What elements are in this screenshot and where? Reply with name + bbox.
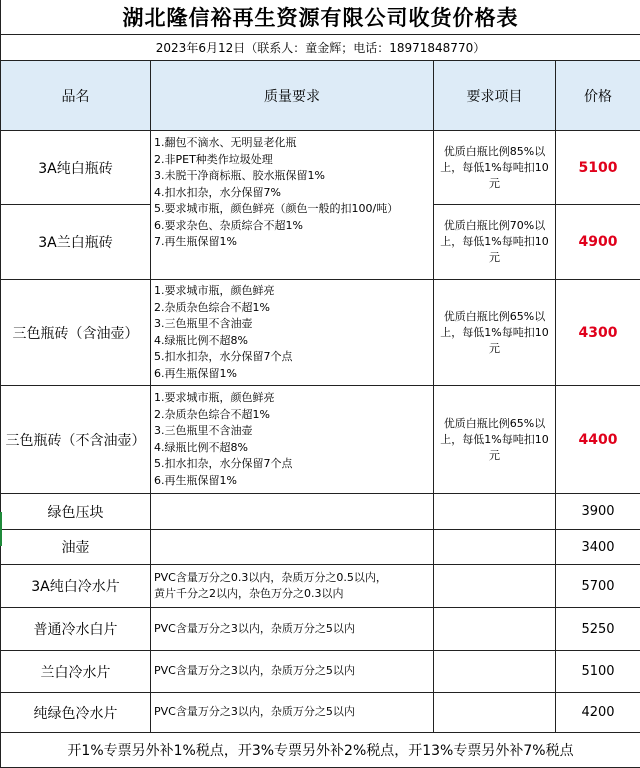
requirement-line: 4.绿瓶比例不超8% [154, 440, 430, 457]
table-row [1, 608, 640, 651]
required-item-empty [434, 651, 556, 693]
requirement-line: 2.非PET种类作垃圾处理 [154, 152, 430, 169]
requirement-line: 2.杂质杂色综合不超1% [154, 407, 430, 424]
requirement-line: 3.未脱干净商标瓶、胶水瓶保留1% [154, 168, 430, 185]
price-value: 5100 [556, 651, 640, 693]
header-price: 价格 [556, 61, 640, 131]
quality-requirements [151, 651, 434, 693]
price-value: 3400 [556, 530, 640, 565]
product-name: 3A纯白冷水片 [1, 565, 151, 608]
quality-requirements [151, 565, 434, 608]
table-row [1, 651, 640, 693]
product-name: 绿色压块 [1, 494, 151, 530]
price-value: 5100 [556, 131, 640, 205]
required-item: 优质白瓶比例65%以上，每低1%每吨扣10元 [434, 386, 556, 494]
required-item-empty [434, 608, 556, 651]
table-row [1, 131, 640, 205]
table-row [1, 565, 640, 608]
requirement-line: PVC含量万分之0.3以内，杂质万分之0.5以内， [154, 570, 430, 587]
requirement-line: 6.要求杂色、杂质综合不超1% [154, 218, 430, 235]
header-name: 品名 [1, 61, 151, 131]
requirement-line: PVC含量万分之3以内，杂质万分之5以内 [154, 704, 430, 721]
table-row [1, 693, 640, 733]
header-row [1, 61, 640, 131]
price-value: 4300 [556, 280, 640, 386]
table-row [1, 280, 640, 386]
requirement-line: 7.再生瓶保留1% [154, 234, 430, 251]
quality-requirements-3a [151, 131, 434, 280]
required-item: 优质白瓶比例65%以上，每低1%每吨扣10元 [434, 280, 556, 386]
product-name: 普通冷水白片 [1, 608, 151, 651]
price-value: 4400 [556, 386, 640, 494]
date-contact-line: 2023年6月12日（联系人：童金辉；电话：18971848770） [1, 35, 640, 61]
product-name: 3A兰白瓶砖 [1, 205, 151, 280]
cell-selection-marker [0, 512, 2, 546]
requirement-line: 6.再生瓶保留1% [154, 473, 430, 490]
price-value: 4900 [556, 205, 640, 280]
product-name: 纯绿色冷水片 [1, 693, 151, 733]
product-name: 油壶 [1, 530, 151, 565]
requirement-line: 5.要求城市瓶，颜色鲜亮（颜色一般的扣100/吨） [154, 201, 430, 218]
requirement-line: 3.三色瓶里不含油壶 [154, 423, 430, 440]
quality-requirements [151, 386, 434, 494]
required-item-empty [434, 693, 556, 733]
requirement-line: PVC含量万分之3以内，杂质万分之5以内 [154, 621, 430, 638]
requirement-line: 4.扣水扣杂，水分保留7% [154, 185, 430, 202]
quality-requirements [151, 280, 434, 386]
requirement-line: PVC含量万分之3以内，杂质万分之5以内 [154, 663, 430, 680]
product-name: 三色瓶砖（不含油壶） [1, 386, 151, 494]
product-name: 三色瓶砖（含油壶） [1, 280, 151, 386]
required-item-empty [434, 530, 556, 565]
price-value: 3900 [556, 494, 640, 530]
required-item-empty [434, 565, 556, 608]
quality-requirements [151, 693, 434, 733]
requirement-line: 4.绿瓶比例不超8% [154, 333, 430, 350]
requirement-line: 5.扣水扣杂，水分保留7个点 [154, 349, 430, 366]
tax-note: 开1%专票另外补1%税点，开3%专票另外补2%税点，开13%专票另外补7%税点 [1, 733, 640, 768]
requirement-line: 6.再生瓶保留1% [154, 366, 430, 383]
required-item: 优质白瓶比例70%以上，每低1%每吨扣10元 [434, 205, 556, 280]
price-value: 4200 [556, 693, 640, 733]
header-quality: 质量要求 [151, 61, 434, 131]
price-value: 5700 [556, 565, 640, 608]
required-item-empty [434, 494, 556, 530]
requirement-line: 1.要求城市瓶，颜色鲜亮 [154, 390, 430, 407]
product-name: 3A纯白瓶砖 [1, 131, 151, 205]
requirement-line: 5.扣水扣杂，水分保留7个点 [154, 456, 430, 473]
quality-requirements-empty [151, 494, 434, 530]
requirement-line: 3.三色瓶里不含油壶 [154, 316, 430, 333]
quality-requirements-empty [151, 530, 434, 565]
sheet-title: 湖北隆信裕再生资源有限公司收货价格表 [1, 0, 640, 35]
product-name: 兰白冷水片 [1, 651, 151, 693]
table-row [1, 530, 640, 565]
quality-requirements [151, 608, 434, 651]
requirement-line: 1.翻包不滴水、无明显老化瓶 [154, 135, 430, 152]
requirement-line: 2.杂质杂色综合不超1% [154, 300, 430, 317]
requirement-line: 黄片千分之2以内，杂色万分之0.3以内 [154, 586, 430, 603]
header-item: 要求项目 [434, 61, 556, 131]
price-value: 5250 [556, 608, 640, 651]
required-item: 优质白瓶比例85%以上，每低1%每吨扣10元 [434, 131, 556, 205]
requirement-line: 1.要求城市瓶，颜色鲜亮 [154, 283, 430, 300]
table-row [1, 494, 640, 530]
table-row [1, 386, 640, 494]
